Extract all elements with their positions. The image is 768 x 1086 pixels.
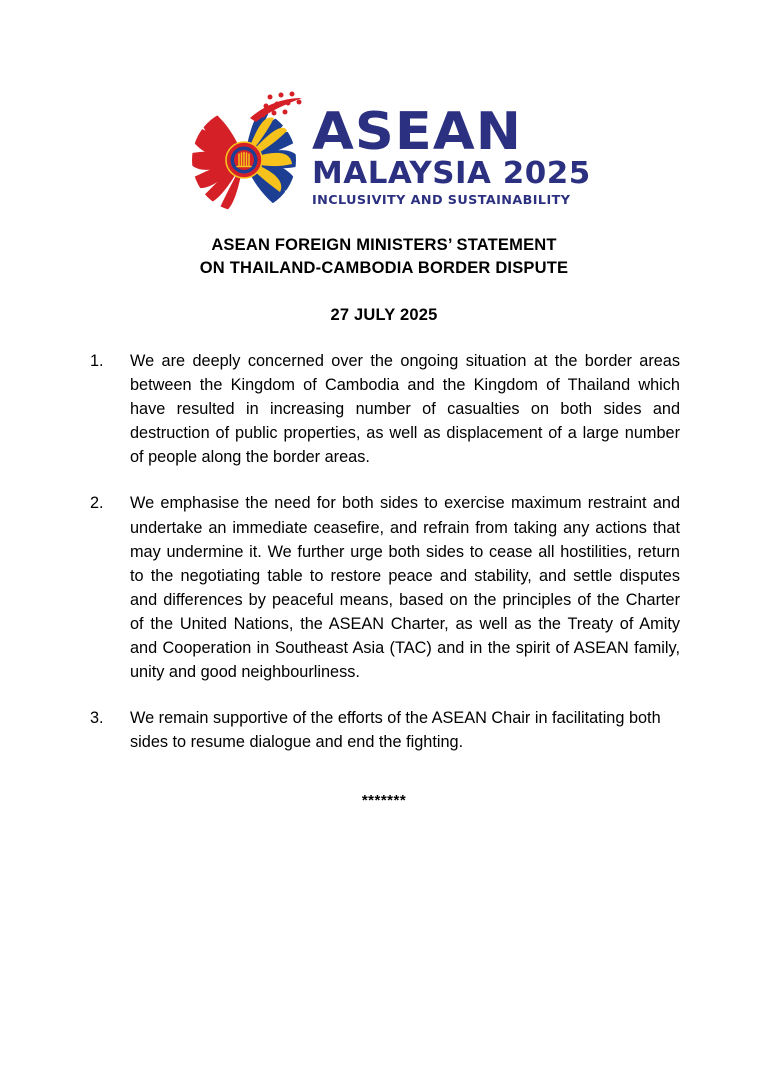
clause-number: 1. bbox=[90, 351, 104, 370]
clause-item bbox=[90, 706, 680, 754]
clause-text: We emphasise the need for both sides to exercise maximum restraint and undertake an immediate ceasefire, and refrain from taking any actions that may undermine it. We further urge both sides to cease all hostilities, return to the negotiating table to restore peace and stability, and settle disputes and differences by peaceful means, based on the principles of the Charter of the United Nations, the ASEAN Charter, as well as the Treaty of Amity and Cooperation in Southeast Asia (TAC) and in the spirit of ASEAN family, unity and good neighbourliness. bbox=[130, 494, 680, 682]
asean-spiral-emblem-icon bbox=[186, 88, 308, 214]
logo-asean-text: ASEAN bbox=[311, 102, 522, 163]
title-line-2: ON THAILAND-CAMBODIA BORDER DISPUTE bbox=[199, 259, 569, 278]
clause-text: We are deeply concerned over the ongoing situation at the border areas between the Kingdom of Cambodia and the Kingdom of Thailand which have resulted in increasing number of casualties on both sides and destruction of public properties, as well as displacement of a large number of people along the border areas. bbox=[130, 351, 680, 467]
asean-malaysia-2025-logo bbox=[0, 0, 768, 214]
statement-date: 27 JULY 2025 bbox=[330, 305, 438, 324]
logo-tagline-text: INCLUSIVITY AND SUSTAINABILITY bbox=[311, 191, 571, 207]
clause-text: We remain supportive of the efforts of the ASEAN Chair in facilitating both sides to resume dialogue and end the fighting. bbox=[130, 709, 661, 752]
clause-number: 3. bbox=[90, 709, 104, 728]
logo-malaysia-2025-text: MALAYSIA 2025 bbox=[311, 156, 591, 192]
logo-wordmark bbox=[311, 95, 591, 207]
page-title bbox=[0, 234, 768, 281]
statement-body bbox=[0, 349, 768, 755]
asterisk-separator: ******* bbox=[361, 792, 407, 810]
title-line-1: ASEAN FOREIGN MINISTERS’ STATEMENT bbox=[211, 236, 557, 254]
clause-item bbox=[90, 491, 680, 684]
clause-number: 2. bbox=[90, 494, 104, 513]
clause-item bbox=[90, 349, 680, 470]
